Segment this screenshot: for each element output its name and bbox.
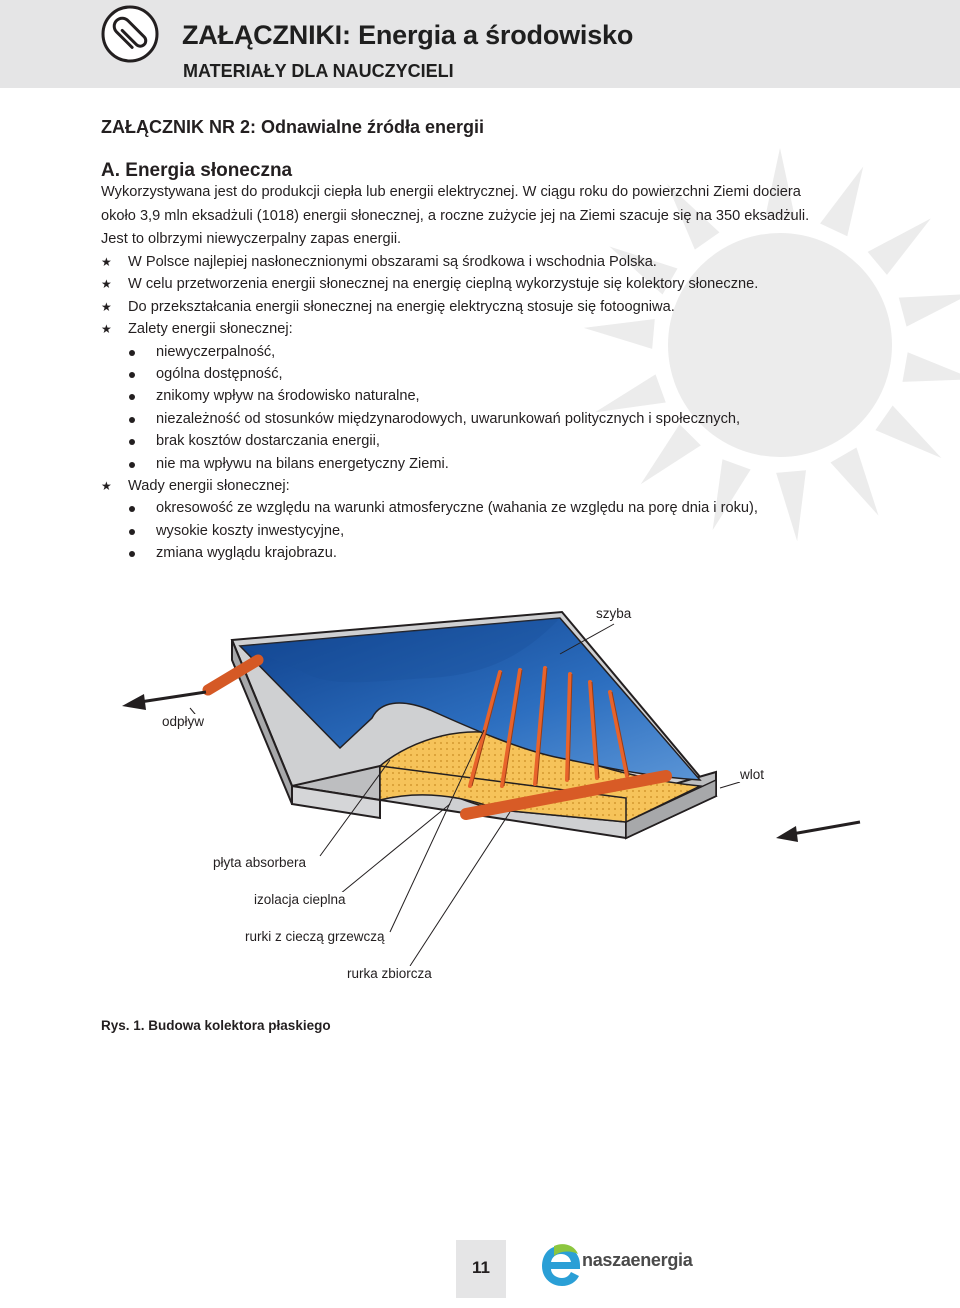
bullet-dot-icon bbox=[129, 551, 135, 557]
intro-line: około 3,9 mln eksadżuli (1018) energii słonecznej, a roczne zużycie jej na Ziemi szacuje się na 350 eksadżuli. bbox=[101, 207, 810, 224]
star-icon: ★ bbox=[101, 322, 112, 337]
advantage-item: ogólna dostępność, bbox=[101, 363, 881, 385]
advantage-item: niezależność od stosunków międzynarodowych, uwarunkowań politycznych i społecznych, bbox=[101, 408, 881, 430]
label-riser-tubes: rurki z cieczą grzewczą bbox=[242, 929, 388, 944]
bullet-dot-icon bbox=[129, 417, 135, 423]
label-absorber-plate: płyta absorbera bbox=[210, 855, 309, 870]
brand-logo bbox=[540, 1240, 710, 1290]
bullet-dot-icon bbox=[129, 462, 135, 468]
figure-caption: Rys. 1. Budowa kolektora płaskiego bbox=[101, 1018, 331, 1033]
advantage-item: znikomy wpływ na środowisko naturalne, bbox=[101, 385, 881, 407]
star-icon: ★ bbox=[101, 255, 112, 269]
label-outflow: odpływ bbox=[159, 714, 207, 729]
section-title: A. Energia słoneczna bbox=[101, 160, 293, 181]
list-item: ★ Do przekształcania energii słonecznej na energię elektryczną stosuje się fotoogniwa. bbox=[101, 296, 881, 318]
annex-title: ZAŁĄCZNIK NR 2: Odnawialne źródła energii bbox=[101, 117, 485, 137]
advantage-item: niewyczerpalność, bbox=[101, 341, 881, 363]
bullet-dot-icon bbox=[129, 529, 135, 535]
page-header bbox=[0, 0, 960, 88]
bullet-dot-icon bbox=[129, 394, 135, 400]
bullet-dot-icon bbox=[129, 372, 135, 378]
advantage-item: brak kosztów dostarczania energii, bbox=[101, 430, 881, 452]
advantage-item: nie ma wpływu na bilans energetyczny Ziemi. bbox=[101, 453, 881, 475]
page-number: 11 bbox=[472, 1258, 490, 1277]
bullet-dot-icon bbox=[129, 350, 135, 356]
collector-illustration bbox=[0, 590, 960, 1010]
solar-collector-diagram bbox=[0, 590, 960, 1010]
bullet-dot-icon bbox=[129, 439, 135, 445]
facts-list bbox=[101, 251, 881, 564]
disadvantage-item: okresowość ze względu na warunki atmosferyczne (wahania ze względu na porę dnia i roku), bbox=[101, 497, 881, 519]
page-title: ZAŁĄCZNIKI: Energia a środowisko bbox=[182, 20, 634, 50]
logo-text: naszaenergia bbox=[582, 1250, 693, 1270]
list-item: ★ W celu przetworzenia energii słonecznej na energię cieplną wykorzystuje się kolektory słoneczne. bbox=[101, 273, 881, 295]
label-glass: szyba bbox=[593, 606, 634, 621]
label-collector-pipe: rurka zbiorcza bbox=[344, 966, 435, 981]
bullet-dot-icon bbox=[129, 506, 135, 512]
page-number-box bbox=[456, 1240, 506, 1298]
list-item: ★ W Polsce najlepiej nasłonecznionymi obszarami są środkowa i wschodnia Polska. bbox=[101, 251, 881, 273]
label-insulation: izolacja cieplna bbox=[251, 892, 349, 907]
advantages-heading: ★ Zalety energii słonecznej: bbox=[101, 318, 881, 340]
page-subtitle: MATERIAŁY DLA NAUCZYCIELI bbox=[183, 61, 454, 81]
disadvantages-heading: ★ Wady energii słonecznej: bbox=[101, 475, 881, 497]
intro-line: Jest to olbrzymi niewyczerpalny zapas energii. bbox=[101, 231, 402, 247]
disadvantage-item: zmiana wyglądu krajobrazu. bbox=[101, 542, 881, 564]
leaf-e-icon bbox=[540, 1242, 582, 1288]
outflow-arrow bbox=[122, 692, 206, 710]
paperclip-icon bbox=[101, 5, 159, 63]
disadvantage-item: wysokie koszty inwestycyjne, bbox=[101, 520, 881, 542]
intro-line: Wykorzystywana jest do produkcji ciepła lub energii elektrycznej. W ciągu roku do powierzchni Ziemi dociera bbox=[101, 184, 801, 200]
intro-paragraph bbox=[101, 181, 861, 252]
label-inlet: wlot bbox=[737, 767, 767, 782]
star-icon: ★ bbox=[101, 277, 112, 292]
star-icon: ★ bbox=[101, 299, 112, 314]
star-icon: ★ bbox=[101, 478, 112, 493]
inflow-arrow bbox=[776, 822, 860, 842]
